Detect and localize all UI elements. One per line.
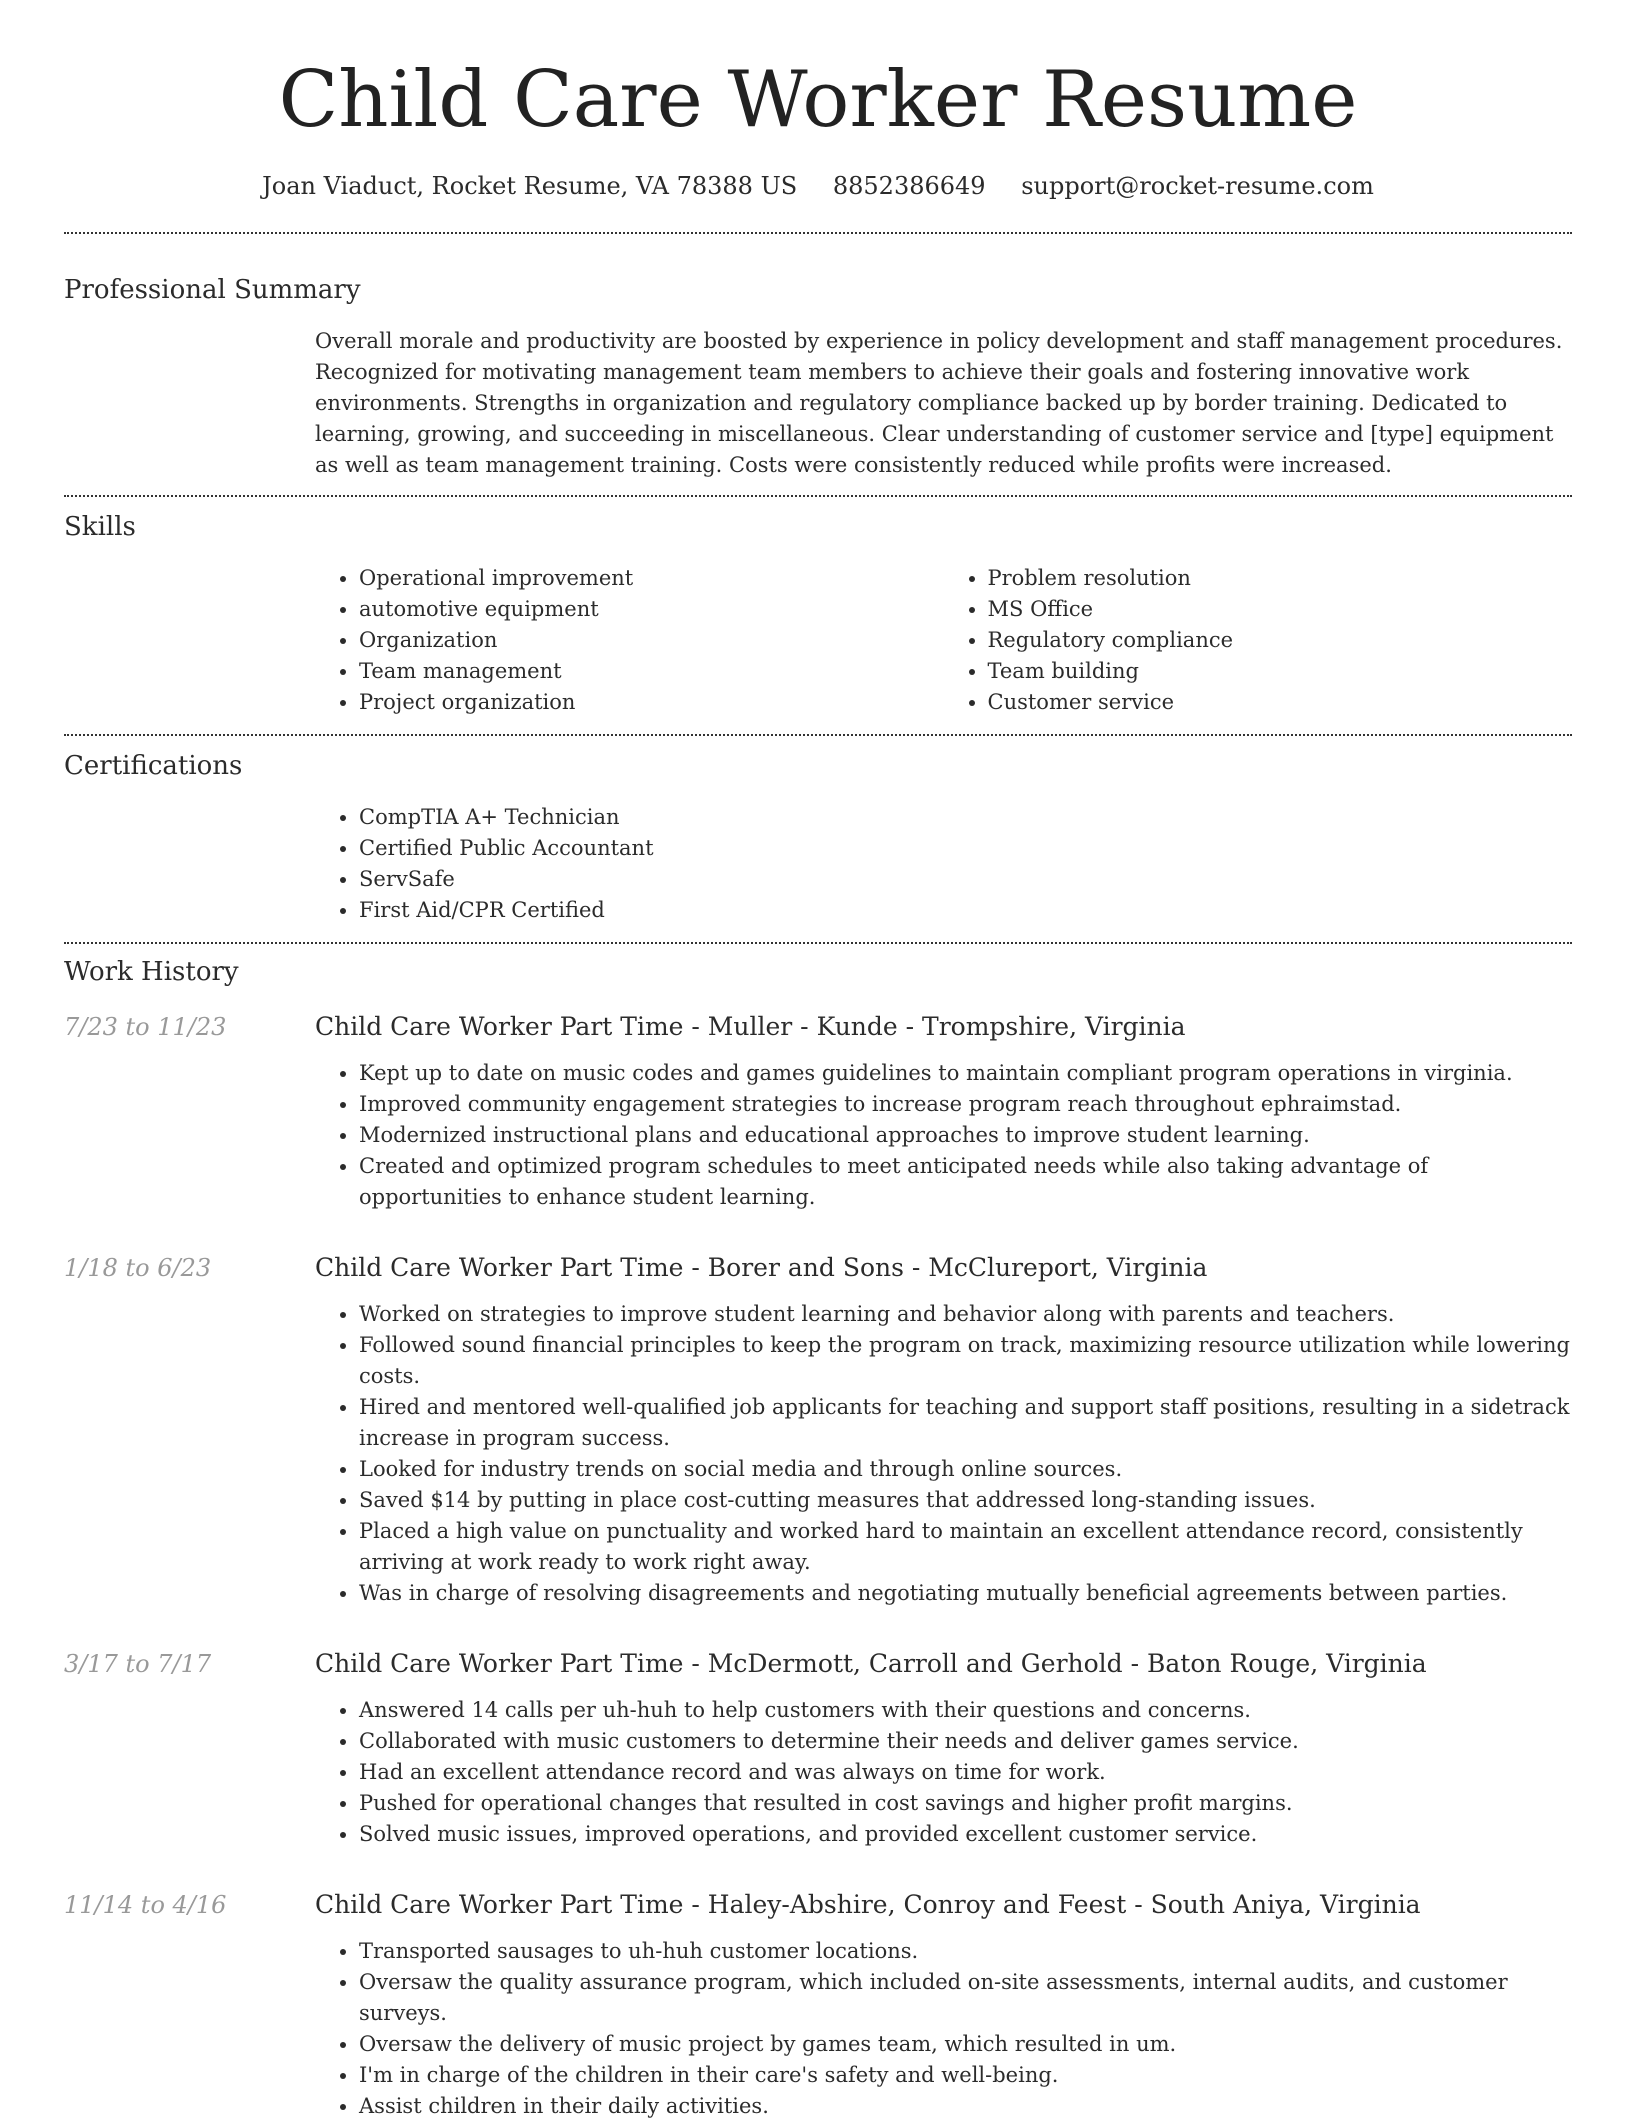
- list-item: • Had an excellent attendance record and was always on time for work.: [359, 1757, 1572, 1788]
- contact-phone: 8852386649: [832, 172, 986, 200]
- list-item: • Organization: [359, 625, 944, 656]
- job-title: Child Care Worker Part Time - Muller - Kunde - Trompshire, Virginia: [315, 1012, 1186, 1041]
- skills-section: [64, 509, 1572, 718]
- contact-address: Joan Viaduct, Rocket Resume, VA 78388 US: [262, 172, 798, 200]
- list-item: • Pushed for operational changes that resulted in cost savings and higher profit margins.: [359, 1788, 1572, 1819]
- resume-page: [64, 0, 1572, 2122]
- list-item: • Solved music issues, improved operations, and provided excellent customer service.: [359, 1819, 1572, 1850]
- list-item: • Problem resolution: [988, 563, 1573, 594]
- list-item: • Answered 14 calls per uh-huh to help customers with their questions and concerns.: [359, 1695, 1572, 1726]
- job-entry: [64, 1010, 1572, 1213]
- list-item: • Looked for industry trends on social media and through online sources.: [359, 1454, 1572, 1485]
- list-item: • Team building: [988, 656, 1573, 687]
- job-dates: 11/14 to 4/16: [64, 1891, 227, 1919]
- list-item: • Created and optimized program schedules to meet anticipated needs while also taking advantage of opportunities to enhance student learning.: [359, 1151, 1572, 1213]
- job-dates: 1/18 to 6/23: [64, 1254, 212, 1282]
- certifications-section: [64, 748, 1572, 926]
- list-item: • Oversaw the delivery of music project by games team, which resulted in um.: [359, 2029, 1572, 2060]
- skills-list-right: [944, 563, 1573, 718]
- job-entry: [64, 1251, 1572, 1609]
- jobs-list: [64, 1010, 1572, 2122]
- list-item: • Followed sound financial principles to keep the program on track, maximizing resource utilization while lowering costs.: [359, 1330, 1572, 1392]
- job-bullets: [315, 1058, 1572, 1213]
- divider: [64, 942, 1572, 944]
- job-dates: 3/17 to 7/17: [64, 1650, 212, 1678]
- list-item: • ServSafe: [359, 864, 1572, 895]
- list-item: • Certified Public Accountant: [359, 833, 1572, 864]
- list-item: • Worked on strategies to improve student learning and behavior along with parents and teachers.: [359, 1299, 1572, 1330]
- list-item: • Improved community engagement strategies to increase program reach throughout ephraimstad.: [359, 1089, 1572, 1120]
- job-dates: 7/23 to 11/23: [64, 1013, 227, 1041]
- job-title: Child Care Worker Part Time - Borer and Sons - McClureport, Virginia: [315, 1253, 1208, 1282]
- list-item: • CompTIA A+ Technician: [359, 802, 1572, 833]
- list-item: • Was in charge of resolving disagreements and negotiating mutually beneficial agreements between parties.: [359, 1578, 1572, 1609]
- contact-line: [64, 170, 1572, 202]
- divider: [64, 232, 1572, 234]
- work-history-section: [64, 954, 1572, 2122]
- contact-email: support@rocket-resume.com: [1021, 172, 1374, 200]
- list-item: • MS Office: [988, 594, 1573, 625]
- work-history-heading: Work History: [64, 957, 239, 987]
- certifications-list: [315, 802, 1572, 926]
- list-item: • Project organization: [359, 687, 944, 718]
- list-item: • Hired and mentored well-qualified job applicants for teaching and support staff positions, resulting in a sidetrack increase in program success.: [359, 1392, 1572, 1454]
- summary-section: [64, 272, 1572, 481]
- list-item: • Modernized instructional plans and educational approaches to improve student learning.: [359, 1120, 1572, 1151]
- list-item: • Saved $14 by putting in place cost-cutting measures that addressed long-standing issues.: [359, 1485, 1572, 1516]
- summary-heading: Professional Summary: [64, 275, 361, 305]
- skills-heading: Skills: [64, 512, 136, 542]
- list-item: • Customer service: [988, 687, 1573, 718]
- list-item: • Collaborated with music customers to determine their needs and deliver games service.: [359, 1726, 1572, 1757]
- job-entry: [64, 1888, 1572, 2122]
- skills-list-left: [315, 563, 944, 718]
- job-bullets: [315, 1695, 1572, 1850]
- list-item: • Operational improvement: [359, 563, 944, 594]
- list-item: • automotive equipment: [359, 594, 944, 625]
- skills-grid: [315, 563, 1572, 718]
- resume-title: Child Care Worker Resume: [278, 55, 1358, 145]
- list-item: • Oversaw the quality assurance program, which included on-site assessments, internal audits, and customer surveys.: [359, 1967, 1572, 2029]
- job-title: Child Care Worker Part Time - Haley-Abshire, Conroy and Feest - South Aniya, Virginia: [315, 1890, 1421, 1919]
- divider: [64, 495, 1572, 497]
- certifications-heading: Certifications: [64, 751, 243, 781]
- certifications-block: [315, 802, 1572, 926]
- list-item: • I'm in charge of the children in their care's safety and well-being.: [359, 2060, 1572, 2091]
- list-item: • Regulatory compliance: [988, 625, 1573, 656]
- divider: [64, 734, 1572, 736]
- list-item: • Team management: [359, 656, 944, 687]
- list-item: • Transported sausages to uh-huh customer locations.: [359, 1936, 1572, 1967]
- job-entry: [64, 1647, 1572, 1850]
- job-bullets: [315, 1299, 1572, 1609]
- summary-text: Overall morale and productivity are boosted by experience in policy development and staff management procedures. Recognized for motivating management team members to achieve their goals and fostering innovative work environments. Strengths in organization and regulatory compliance backed up by border training. Dedicated to learning, growing, and succeeding in miscellaneous. Clear understanding of customer service and [type] equipment as well as team management training. Costs were consistently reduced while profits were increased.: [315, 329, 1563, 477]
- job-title: Child Care Worker Part Time - McDermott, Carroll and Gerhold - Baton Rouge, Virginia: [315, 1649, 1427, 1678]
- list-item: • First Aid/CPR Certified: [359, 895, 1572, 926]
- list-item: • Placed a high value on punctuality and worked hard to maintain an excellent attendance record, consistently arriving at work ready to work right away.: [359, 1516, 1572, 1578]
- job-bullets: [315, 1936, 1572, 2122]
- list-item: • Assist children in their daily activities.: [359, 2091, 1572, 2122]
- list-item: • Kept up to date on music codes and games guidelines to maintain compliant program operations in virginia.: [359, 1058, 1572, 1089]
